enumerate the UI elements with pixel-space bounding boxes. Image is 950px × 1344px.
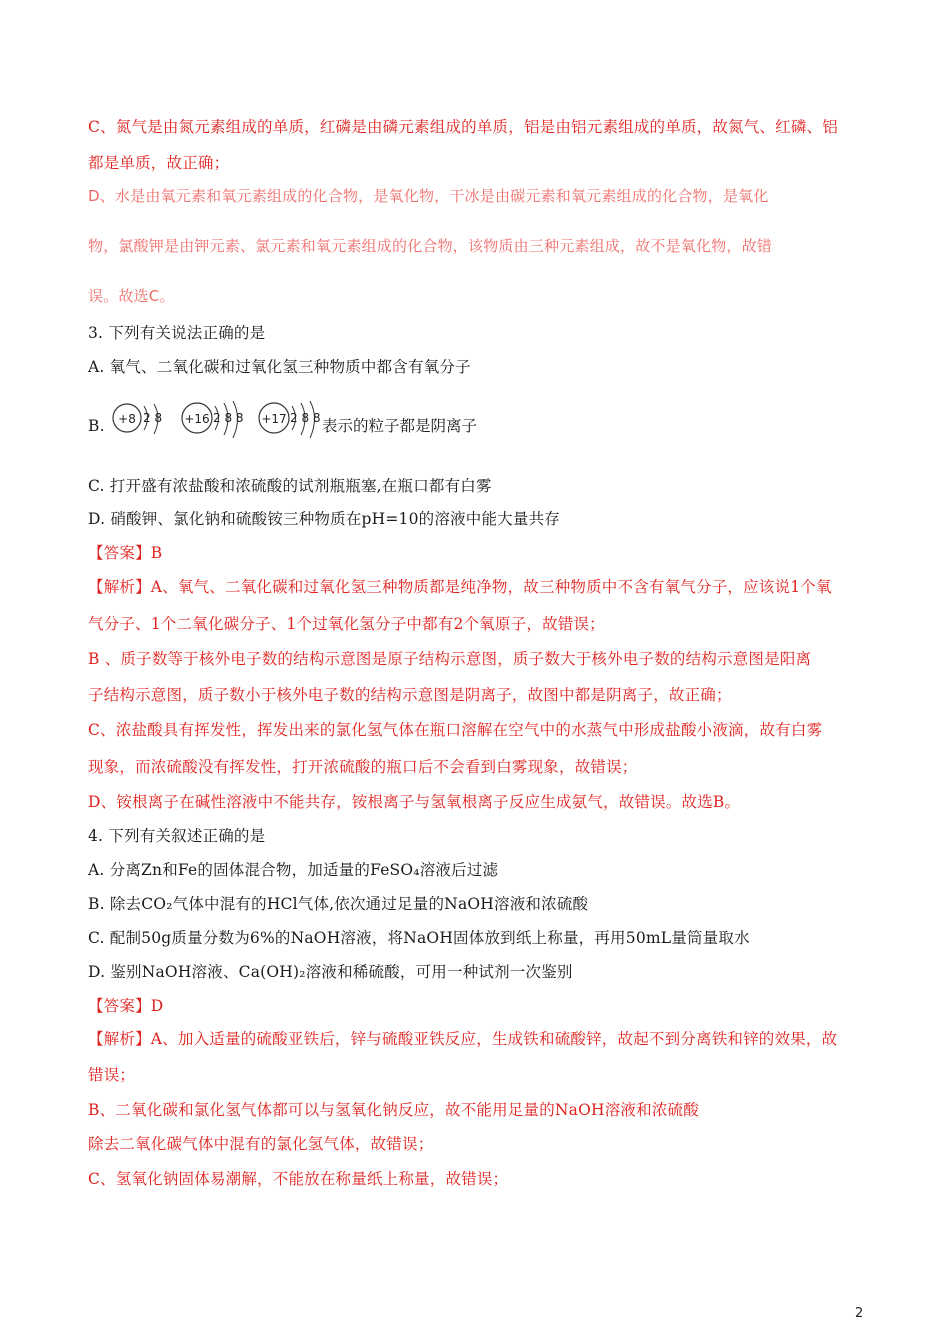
question-4-option-d: D. 鉴别NaOH溶液、Ca(OH)₂溶液和稀硫酸，可用一种试剂一次鉴别 — [88, 963, 573, 981]
atom-diagram-sulfur-ion — [182, 401, 244, 438]
explanation-4-line: 【解析】A、加入适量的硫酸亚铁后，锌与硫酸亚铁反应，生成铁和硫酸锌，故起不到分离铁和锌的效果，故 — [88, 1030, 838, 1048]
nucleus-label: +17 — [261, 412, 287, 426]
nucleus-label: +8 — [118, 412, 136, 426]
shell-label: 2 8 — [143, 411, 163, 425]
atom-diagram-chlorine-ion — [259, 401, 321, 438]
explanation-4-line: C、氢氧化钠固体易潮解，不能放在称量纸上称量，故错误； — [88, 1170, 509, 1188]
atom-diagram-oxygen-ion — [113, 404, 162, 434]
explanation-4-line: 除去二氧化碳气体中混有的氯化氢气体，故错误； — [88, 1135, 434, 1153]
shell-label: 2 8 8 — [290, 411, 321, 425]
page-number: 2 — [855, 1306, 864, 1321]
question-4-option-a: A. 分离Zn和Fe的固体混合物，加适量的FeSO₄溶液后过滤 — [88, 861, 499, 879]
explanation-4-line: 错误； — [88, 1066, 136, 1084]
question-4-title: 4. 下列有关叙述正确的是 — [88, 827, 266, 845]
explanation-line-faded: D、水是由氧元素和氧元素组成的化合物，是氧化物，干冰是由碳元素和氧元素组成的化合物，是氧化 — [88, 187, 769, 205]
question-3-option-d: D. 硝酸钾、氯化钠和硫酸铵三种物质在pH=10的溶液中能大量共存 — [88, 510, 560, 528]
answer-3: 【答案】B — [88, 544, 163, 562]
question-4-option-b: B. 除去CO₂气体中混有的HCl气体,依次通过足量的NaOH溶液和浓硫酸 — [88, 895, 589, 913]
answer-4: 【答案】D — [88, 997, 164, 1015]
question-3-option-a: A. 氧气、二氧化碳和过氧化氢三种物质中都含有氧分子 — [88, 358, 471, 376]
explanation-3-line: D、铵根离子在碱性溶液中不能共存，铵根离子与氢氧根离子反应生成氨气，故错误。故选B。 — [88, 793, 741, 811]
question-3-option-b-label: B. — [88, 417, 105, 435]
explanation-3-line: 【解析】A、氧气、二氧化碳和过氧化氢三种物质都是纯净物，故三种物质中不含有氧气分子，应该说1个氧 — [88, 578, 832, 596]
explanation-line: 都是单质，故正确； — [88, 154, 230, 172]
question-3-option-b-caption: 表示的粒子都是阴离子 — [322, 417, 478, 435]
question-3-option-c: C. 打开盛有浓盐酸和浓硫酸的试剂瓶瓶塞,在瓶口都有白雾 — [88, 477, 492, 495]
shell-label: 2 8 8 — [213, 411, 244, 425]
explanation-3-line: C、浓盐酸具有挥发性，挥发出来的氯化氢气体在瓶口溶解在空气中的水蒸气中形成盐酸小液滴，故有白雾 — [88, 721, 823, 739]
explanation-4-line: B、二氧化碳和氯化氢气体都可以与氢氧化钠反应，故不能用足量的NaOH溶液和浓硫酸 — [88, 1101, 699, 1119]
question-4-option-c: C. 配制50g质量分数为6%的NaOH溶液，将NaOH固体放到纸上称量，再用50mL量筒量取水 — [88, 929, 750, 947]
explanation-line-faded: 物，氯酸钾是由钾元素、氯元素和氧元素组成的化合物，该物质由三种元素组成，故不是氧化物，故错 — [88, 237, 773, 255]
explanation-3-line: B 、质子数等于核外电子数的结构示意图是原子结构示意图，质子数大于核外电子数的结构示意图是阳离 — [88, 650, 812, 668]
explanation-3-line: 子结构示意图，质子数小于核外电子数的结构示意图是阴离子，故图中都是阴离子，故正确； — [88, 686, 732, 704]
explanation-3-line: 现象，而浓硫酸没有挥发性，打开浓硫酸的瓶口后不会看到白雾现象，故错误； — [88, 758, 638, 776]
explanation-line: C、氮气是由氮元素组成的单质，红磷是由磷元素组成的单质，铝是由铝元素组成的单质，故氮气、红磷、铝 — [88, 118, 838, 136]
explanation-3-line: 气分子、1个二氧化碳分子、1个过氧化氢分子中都有2个氧原子，故错误； — [88, 615, 605, 633]
explanation-line-faded: 误。故选C。 — [88, 287, 175, 305]
atomic-structure-diagrams — [107, 398, 327, 450]
question-3-title: 3. 下列有关说法正确的是 — [88, 324, 266, 342]
nucleus-label: +16 — [184, 412, 210, 426]
